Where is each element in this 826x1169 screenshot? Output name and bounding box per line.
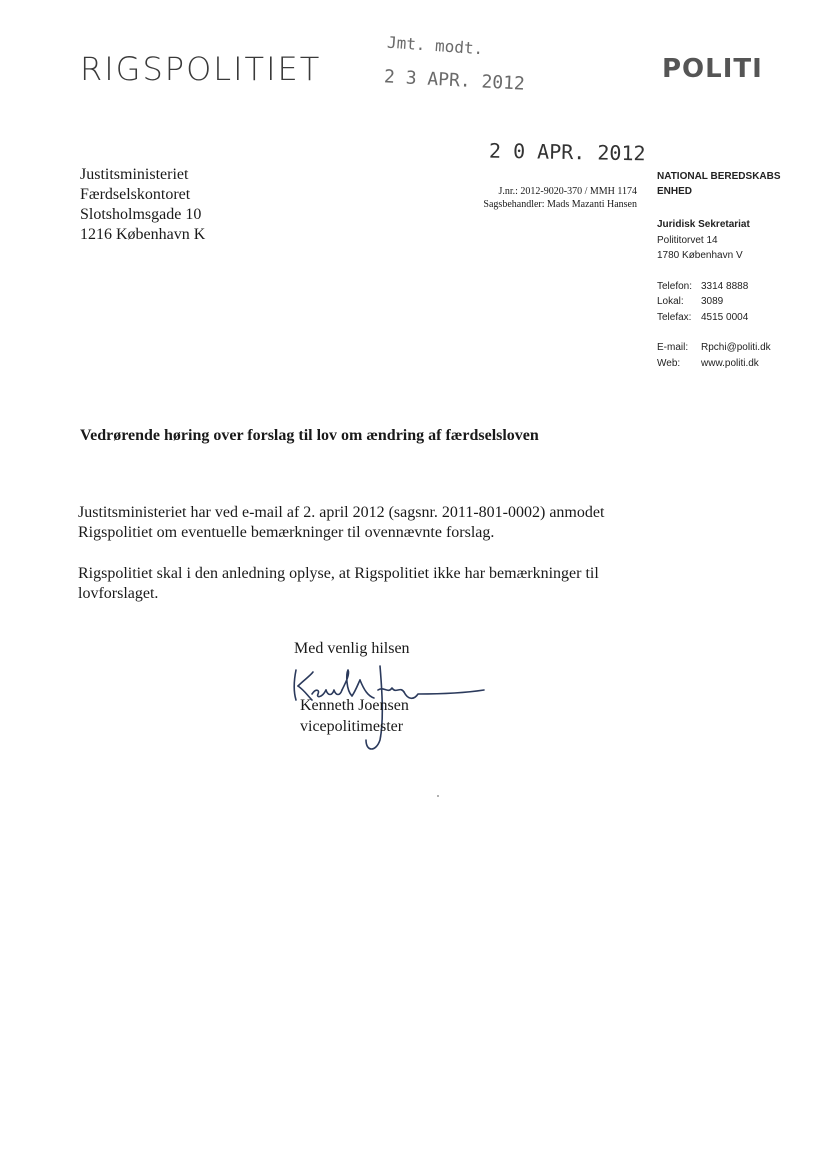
letter-subject: Vedrørende høring over forslag til lov om ændring af færdselsloven (80, 427, 539, 444)
phone-label: Telefon: (657, 280, 693, 292)
fax-value: 4515 0004 (701, 311, 749, 323)
email-row (657, 340, 781, 356)
fax-row (657, 310, 781, 326)
signer-title: vicepolitimester (300, 718, 404, 735)
recipient-line: Færdselskontoret (80, 186, 191, 203)
email-label: E-mail: (657, 342, 689, 353)
signer-name: Kenneth Joensen (300, 697, 409, 714)
recipient-line: Slotsholmsgade 10 (80, 206, 202, 223)
sender-info (657, 169, 781, 371)
web-row (657, 356, 781, 372)
organization-name: RIGSPOLITIET (80, 50, 322, 88)
reference-block (483, 185, 637, 211)
case-officer: Sagsbehandler: Mads Mazanti Hansen (483, 199, 637, 210)
phone-value: 3314 8888 (701, 280, 749, 292)
phone-row (657, 279, 781, 295)
local-row (657, 294, 781, 310)
handwritten-signature (288, 660, 488, 770)
local-label: Lokal: (657, 296, 684, 307)
recipient-line: 1216 København K (80, 226, 206, 243)
sender-street: Polititorvet 14 (657, 234, 718, 246)
received-stamp: Jmt. modt. (386, 32, 484, 59)
recipient-address (80, 165, 205, 245)
unit-name-line1: NATIONAL BEREDSKABS (657, 171, 781, 182)
local-value: 3089 (701, 296, 724, 307)
body-paragraph: Rigspolitiet skal i den anledning oplyse, at Rigspolitiet ikke har bemærkninger til lovforslaget. (78, 565, 599, 602)
scan-speck (437, 795, 439, 797)
politi-logo: POLITI (662, 54, 763, 84)
letter-date-stamp: 2 0 APR. 2012 (488, 138, 646, 166)
body-paragraph: Justitsministeriet har ved e-mail af 2. april 2012 (sagsnr. 2011-801-0002) anmodet Rigspolitiet om eventuelle bemærkninger til ovennævnte forslag. (78, 504, 605, 541)
received-date-stamp: 2 3 APR. 2012 (383, 66, 526, 95)
email-value: Rpchi@politi.dk (701, 342, 771, 353)
sender-city: 1780 København V (657, 250, 743, 261)
unit-name-line2: ENHED (657, 186, 693, 197)
web-label: Web: (657, 357, 681, 369)
section-name: Juridisk Sekretariat (657, 219, 750, 230)
closing-salutation: Med venlig hilsen (294, 640, 410, 657)
recipient-line: Justitsministeriet (80, 166, 189, 183)
journal-number: J.nr.: 2012-9020-370 / MMH 1174 (498, 186, 637, 197)
web-value: www.politi.dk (701, 357, 759, 369)
fax-label: Telefax: (657, 311, 692, 323)
